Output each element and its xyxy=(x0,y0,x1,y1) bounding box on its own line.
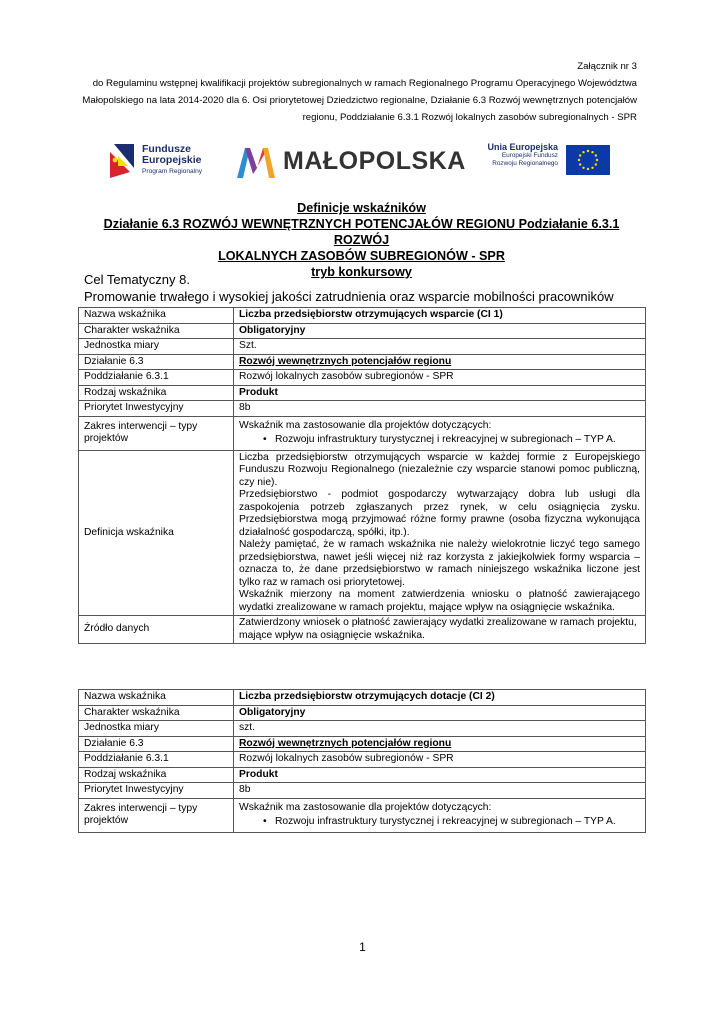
table-row xyxy=(79,354,646,370)
title-line-3: LOKALNYCH ZASOBÓW SUBREGIONÓW - SPR xyxy=(218,249,505,263)
row-label: Jednostka miary xyxy=(79,721,234,737)
table-row xyxy=(79,416,646,450)
row-label: Nazwa wskaźnika xyxy=(79,308,234,324)
row-value: Produkt xyxy=(234,385,646,401)
row-label: Rodzaj wskaźnika xyxy=(79,767,234,783)
list-item xyxy=(239,816,640,829)
header-line-2: Małopolskiego na lata 2014-2020 dla 6. Osi priorytetowej Dziedzictwo regionalne, Działanie 6.3 Rozwój wewnętrznych potencjałów xyxy=(82,95,637,106)
ue-line-1: Unia Europejska xyxy=(487,142,558,152)
row-value: Liczba przedsiębiorstw otrzymujących dotacje (CI 2) xyxy=(234,690,646,706)
malopolska-logo xyxy=(235,144,466,182)
row-label: Źródło danych xyxy=(79,616,234,644)
table-row xyxy=(79,323,646,339)
malopolska-mark-icon xyxy=(235,144,277,180)
row-value: szt. xyxy=(234,721,646,737)
definition-paragraph: Przedsiębiorstwo - podmiot gospodarczy wytwarzający dobra lub usługi dla zaspokojenia potrzeb zgłaszanych przez rynek, w celu osiągnięcia zysku. Przedsiębiorstwa mogą przyjmować różne formy prawne (osoba fizyczna wykonująca działalność gospodarczą, spółki, itp.). xyxy=(239,489,640,538)
bullet-icon: • xyxy=(263,434,267,445)
malopolska-wordmark: MAŁOPOLSKA xyxy=(283,147,466,175)
indicator-table-1 xyxy=(78,307,646,644)
row-label: Priorytet Inwestycyjny xyxy=(79,783,234,799)
table-row xyxy=(79,308,646,324)
row-value: Obligatoryjny xyxy=(234,323,646,339)
title-line-4: tryb konkursowy xyxy=(311,265,412,279)
scope-intro: Wskaźnik ma zastosowanie dla projektów dotyczących: xyxy=(239,419,492,431)
row-value: Zatwierdzony wniosek o płatność zawierający wydatki zrealizowane w ramach projektu, mające wpływ na osiągnięcie wskaźnika. xyxy=(234,616,646,644)
attachment-label: Załącznik nr 3 xyxy=(577,61,637,72)
table-row xyxy=(79,705,646,721)
document-title xyxy=(80,200,643,280)
title-line-1: Definicje wskaźników xyxy=(297,201,426,215)
row-label: Działanie 6.3 xyxy=(79,736,234,752)
table-row xyxy=(79,783,646,799)
row-value: Rozwój lokalnych zasobów subregionów - SPR xyxy=(234,752,646,768)
row-label: Działanie 6.3 xyxy=(79,354,234,370)
thematic-goal xyxy=(84,271,654,305)
row-label: Poddziałanie 6.3.1 xyxy=(79,370,234,386)
goal-line-1: Cel Tematyczny 8. xyxy=(84,272,190,287)
row-label: Charakter wskaźnika xyxy=(79,323,234,339)
row-value: 8b xyxy=(234,783,646,799)
logo-bar xyxy=(108,138,618,186)
row-value xyxy=(234,416,646,450)
row-value: Szt. xyxy=(234,339,646,355)
fe-line-3: Program Regionalny xyxy=(142,168,203,175)
eu-flag-icon xyxy=(566,145,610,175)
definition-paragraph: Należy pamiętać, że w ramach wskaźnika nie należy wielokrotnie liczyć tego samego przedsiębiorstwa, nawet jeśli więcej niż raz korzysta z jakiejkolwiek formy wsparcia – oznacza to, że dane przedsiębiorstwo w ramach niniejszego wskaźnika liczone jest tylko raz w ramach osi priorytetowej. xyxy=(239,539,640,588)
table-row xyxy=(79,450,646,616)
table-row xyxy=(79,721,646,737)
goal-line-2: Promowanie trwałego i wysokiej jakości zatrudnienia oraz wsparcie mobilności pracowników xyxy=(84,289,614,304)
table-row xyxy=(79,798,646,832)
table-row xyxy=(79,339,646,355)
scope-item: Rozwoju infrastruktury turystycznej i rekreacyjnej w subregionach – TYP A. xyxy=(275,816,616,827)
definition-paragraph: Wskaźnik mierzony na moment zatwierdzenia wniosku o płatność zawierającego wydatki zrealizowane w ramach projektu, mające wpływ na osiągnięcie wskaźnika. xyxy=(239,589,640,613)
table-row xyxy=(79,385,646,401)
ue-line-2: Europejski Fundusz xyxy=(501,152,558,159)
row-label: Nazwa wskaźnika xyxy=(79,690,234,706)
row-value: Liczba przedsiębiorstw otrzymujących wsparcie (CI 1) xyxy=(234,308,646,324)
row-label: Zakres interwencji – typy projektów xyxy=(79,416,234,450)
row-value: 8b xyxy=(234,401,646,417)
header-line-1: do Regulaminu wstępnej kwalifikacji projektów subregionalnych w ramach Regionalnego Programu Operacyjnego Województwa xyxy=(92,78,637,89)
indicator-table-2 xyxy=(78,689,646,833)
table-row xyxy=(79,752,646,768)
page-number: 1 xyxy=(359,940,366,954)
row-label: Rodzaj wskaźnika xyxy=(79,385,234,401)
row-value: Rozwój wewnętrznych potencjałów regionu xyxy=(234,736,646,752)
fe-line-2: Europejskie xyxy=(142,154,202,166)
definition-text xyxy=(234,450,646,616)
row-label: Definicja wskaźnika xyxy=(79,450,234,616)
fe-line-1: Fundusze xyxy=(142,143,191,155)
row-value xyxy=(234,798,646,832)
header-line-3: regionu, Poddziałanie 6.3.1 Rozwój lokalnych zasobów subregionalnych - SPR xyxy=(302,112,637,123)
fundusze-europejskie-logo xyxy=(108,140,218,184)
title-line-2: Działanie 6.3 ROZWÓJ WEWNĘTRZNYCH POTENCJAŁÓW REGIONU Podziałanie 6.3.1 ROZWÓJ xyxy=(103,217,620,247)
bullet-icon: • xyxy=(263,816,267,827)
table-row xyxy=(79,370,646,386)
unia-europejska-logo xyxy=(482,141,618,181)
row-label: Jednostka miary xyxy=(79,339,234,355)
scope-intro: Wskaźnik ma zastosowanie dla projektów dotyczących: xyxy=(239,801,492,813)
row-label: Zakres interwencji – typy projektów xyxy=(79,798,234,832)
header-note xyxy=(77,58,637,126)
table-row xyxy=(79,690,646,706)
table-row xyxy=(79,767,646,783)
row-label: Priorytet Inwestycyjny xyxy=(79,401,234,417)
definition-paragraph: Liczba przedsiębiorstw otrzymujących wsparcie w każdej formie z Europejskiego Funduszu Rozwoju Regionalnego (niezależnie czy wsparcie stanowi pomoc publiczną, czy nie). xyxy=(239,451,640,488)
row-label: Poddziałanie 6.3.1 xyxy=(79,752,234,768)
row-value: Produkt xyxy=(234,767,646,783)
list-item xyxy=(239,434,640,447)
row-value: Obligatoryjny xyxy=(234,705,646,721)
row-value: Rozwój lokalnych zasobów subregionów - SPR xyxy=(234,370,646,386)
fundusze-europejskie-icon xyxy=(108,142,138,180)
table-row xyxy=(79,736,646,752)
table-row xyxy=(79,616,646,644)
scope-item: Rozwoju infrastruktury turystycznej i rekreacyjnej w subregionach – TYP A. xyxy=(275,434,616,445)
table-row xyxy=(79,401,646,417)
row-value: Rozwój wewnętrznych potencjałów regionu xyxy=(234,354,646,370)
ue-line-3: Rozwoju Regionalnego xyxy=(492,160,558,167)
row-label: Charakter wskaźnika xyxy=(79,705,234,721)
